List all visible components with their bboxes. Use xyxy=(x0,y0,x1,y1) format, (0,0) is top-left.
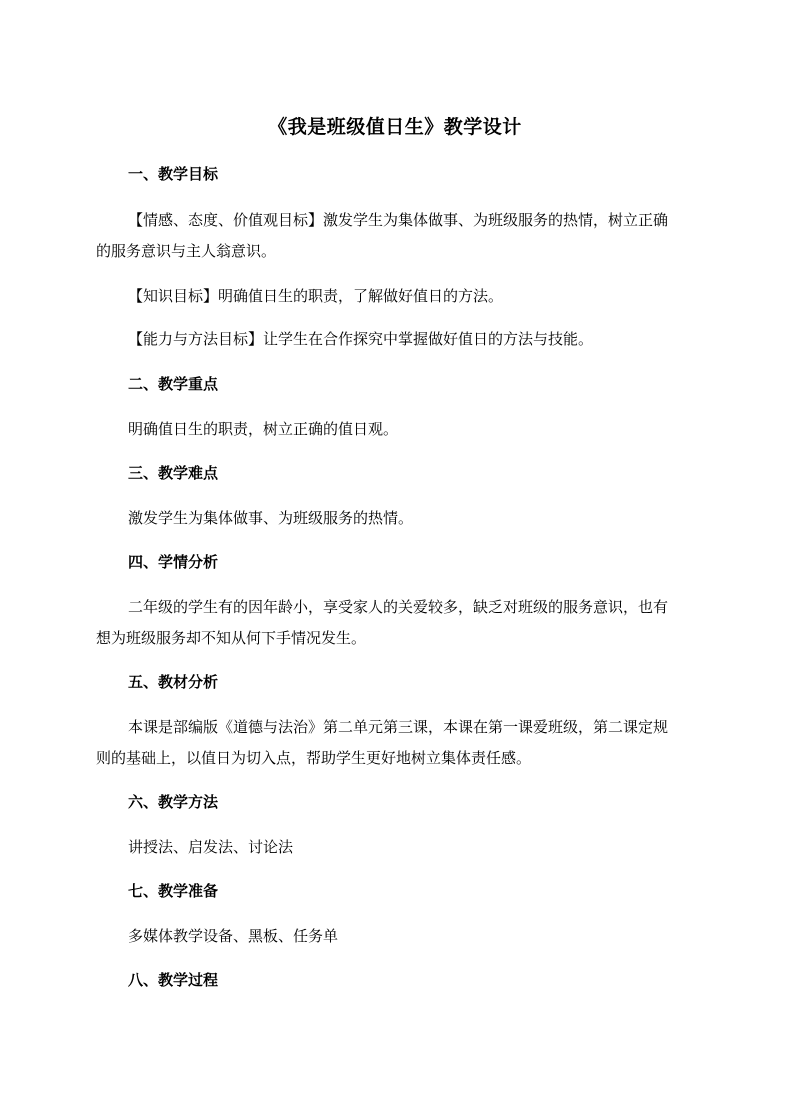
paragraph-material-analysis-line2: 则的基础上，以值日为切入点，帮助学生更好地树立集体责任感。 xyxy=(96,749,532,767)
section-heading-process: 八、教学过程 xyxy=(128,971,219,989)
paragraph-ability-objective: 【能力与方法目标】让学生在合作探究中掌握做好值日的方法与技能。 xyxy=(128,330,594,348)
paragraph-learner-analysis-line1: 二年级的学生有的因年龄小，享受家人的关爱较多，缺乏对班级的服务意识，也有 xyxy=(128,598,669,616)
paragraph-knowledge-objective: 【知识目标】明确值日生的职责，了解做好值日的方法。 xyxy=(128,287,504,305)
section-heading-preparation: 七、教学准备 xyxy=(128,882,219,900)
paragraph-key-points: 明确值日生的职责，树立正确的值日观。 xyxy=(128,420,399,438)
section-heading-methods: 六、教学方法 xyxy=(128,793,219,811)
section-heading-key-points: 二、教学重点 xyxy=(128,375,219,393)
paragraph-difficulties: 激发学生为集体做事、为班级服务的热情。 xyxy=(128,509,414,527)
document-title: 《我是班级值日生》教学设计 xyxy=(268,116,522,138)
paragraph-learner-analysis-line2: 想为班级服务却不知从何下手情况发生。 xyxy=(96,629,367,647)
section-heading-material-analysis: 五、教材分析 xyxy=(128,673,219,691)
paragraph-methods: 讲授法、启发法、讨论法 xyxy=(128,838,294,856)
paragraph-preparation: 多媒体教学设备、黑板、任务单 xyxy=(128,927,339,945)
paragraph-emotion-objective-line1: 【情感、态度、价值观目标】激发学生为集体做事、为班级服务的热情，树立正确 xyxy=(128,211,669,229)
paragraph-material-analysis-line1: 本课是部编版《道德与法治》第二单元第三课，本课在第一课爱班级，第二课定规 xyxy=(128,718,669,736)
paragraph-emotion-objective-line2: 的服务意识与主人翁意识。 xyxy=(96,242,277,260)
section-heading-objectives: 一、教学目标 xyxy=(128,165,219,183)
section-heading-difficulties: 三、教学难点 xyxy=(128,464,219,482)
section-heading-learner-analysis: 四、学情分析 xyxy=(128,553,219,571)
